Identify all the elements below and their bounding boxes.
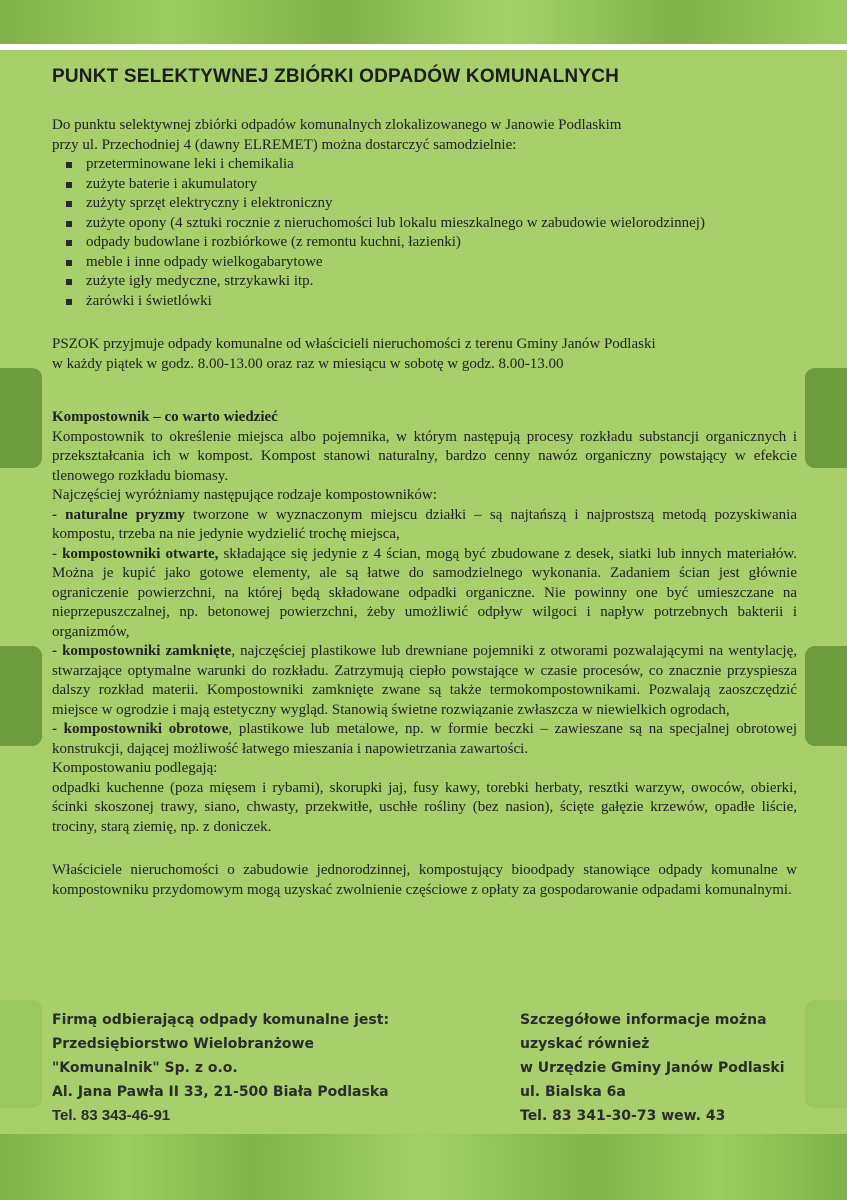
list-item: żarówki i świetlówki [64, 292, 797, 312]
right-side-tab [805, 368, 847, 468]
compost-type-closed [52, 642, 797, 720]
compost-type-natural [52, 506, 797, 545]
compost-type-label: - kompostowniki otwarte, [52, 545, 219, 562]
compost-type-text: , plastikowe lub metalowe, np. w formie beczki – zawieszane są na specjalnej obrotowej konstrukcji, dającej możliwość łatwego mieszania i napowietrzania zawartości. [52, 721, 797, 757]
left-side-tab [0, 1000, 42, 1108]
contractor-line: "Komunalnik" Sp. z o.o. [52, 1060, 238, 1076]
top-divider [0, 44, 847, 50]
closing-paragraph: Właściciele nieruchomości o zabudowie jednorodzinnej, kompostujący bioodpady stanowiące odpady komunalne w kompostowniku przydomowym mogą uzyskać zwolnienie częściowe z opłaty za gospodarowanie odpadami komunalnymi. [52, 862, 797, 898]
intro-line: przy ul. Przechodniej 4 (dawny ELREMET) można dostarczyć samodzielnie: [52, 136, 517, 153]
compost-paragraph: odpadki kuchenne (poza mięsem i rybami), skorupki jaj, fusy kawy, torebki herbaty, resztki warzyw, owoców, obierki, ścinki skoszonej trawy, siano, chwasty, przekwitłe, uschłe rośliny (bez nasion), ścięte gałęzie krzewów, opadłe liście, trociny, starą ziemię, np. z doniczek. [52, 779, 797, 835]
list-item: odpady budowlane i rozbiórkowe (z remontu kuchni, łazienki) [64, 233, 797, 253]
office-info [520, 1008, 820, 1128]
compost-paragraph: Kompostownik to określenie miejsca albo pojemnika, w którym następują procesy rozkładu substancji organicznych i przekształcania ich w kompost. Kompost stanowi naturalny, bardzo cenny nawóz organiczny powstający w efekcie tlenowego rozkładu biomasy. [52, 428, 797, 484]
page-title: PUNKT SELEKTYWNEJ ZBIÓRKI ODPADÓW KOMUNALNYCH [52, 66, 620, 87]
compost-type-rotating [52, 720, 797, 759]
office-phone: Tel. 83 341-30-73 wew. 43 [520, 1108, 726, 1124]
document-body [52, 66, 797, 900]
list-item: zużyte opony (4 sztuki rocznie z nieruchomości lub lokalu mieszkalnego w zabudowie wielorodzinnej) [64, 214, 797, 234]
contractor-info [52, 1008, 502, 1128]
compost-type-label: - kompostowniki obrotowe [52, 721, 229, 737]
compost-type-open [52, 545, 797, 643]
intro-line: Do punktu selektywnej zbiórki odpadów komunalnych zlokalizowanego w Janowie Podlaskim [52, 117, 622, 133]
compost-paragraph: Najczęściej wyróżniamy następujące rodzaje kompostowników: [52, 487, 437, 503]
office-line: Szczegółowe informacje można [520, 1012, 767, 1028]
compost-type-text: tworzone w wyznaczonym miejscu działki – są najtańszą i najprostszą metodą pozyskiwania kompostu, trzeba na nie jedynie wydzielić trochę miejsca, [52, 506, 797, 542]
office-line: uzyskać również [520, 1036, 650, 1052]
list-item: zużyte baterie i akumulatory [64, 175, 797, 195]
opening-hours-line: w każdy piątek w godz. 8.00-13.00 oraz raz w miesiącu w sobotę w godz. 8.00-13.00 [52, 355, 564, 372]
list-item: zużyty sprzęt elektryczny i elektroniczny [64, 194, 797, 214]
office-line: ul. Bialska 6a [520, 1084, 626, 1100]
compost-type-text: składające się jedynie z 4 ścian, mogą być zbudowane z desek, siatki lub innych materiałów. Można je kupić jako gotowe elementy, ale są łatwe do samodzielnego wykonania. Zadaniem ścian jest głównie ograniczenie powierzchni, na której będą składowane odpadki organiczne. Nie powinny one być umieszczane na nieprzepuszczalnej, np. betonowej powierzchni, żeby umożliwić odpływ wilgoci i napływ potrzebnych bakterii i organizmów, [52, 545, 797, 640]
compost-heading-text: Kompostownik – co warto wiedzieć [52, 409, 278, 425]
top-decorative-band [0, 0, 847, 44]
bottom-decorative-band [0, 1134, 847, 1200]
opening-hours-line: PSZOK przyjmuje odpady komunalne od właścicieli nieruchomości z terenu Gminy Janów Podlaski [52, 336, 656, 352]
accepted-waste-list [64, 155, 797, 311]
list-item: zużyte igły medyczne, strzykawki itp. [64, 272, 797, 292]
contractor-line: Al. Jana Pawła II 33, 21-500 Biała Podlaska [52, 1084, 389, 1100]
contractor-phone: Tel. 83 343-46-91 [52, 1107, 171, 1124]
compost-type-label: - kompostowniki zamknięte [52, 643, 232, 659]
contractor-line: Przedsiębiorstwo Wielobranżowe [52, 1036, 314, 1052]
compost-type-label: - naturalne pryzmy [52, 506, 185, 523]
list-item: przeterminowane leki i chemikalia [64, 155, 797, 175]
left-side-tab [0, 646, 42, 746]
left-side-tab [0, 368, 42, 468]
compost-type-text: , najczęściej plastikowe lub drewniane pojemniki z otworami pozwalającymi na wentylację, stwarzające optymalne warunki do rozkładu. Zatrzymują ciepło powstające w czasie procesów, co znacznie przyspiesza dalszy rozkład materii. Kompostowniki zamknięte zwane są także termokompostownikami. Pozwalają zaoszczędzić miejsce w ogrodzie i mają estetyczny wygląd. Stanowią świetne rozwiązanie zwłaszcza w niewielkich ogrodach, [52, 643, 797, 718]
contractor-line: Firmą odbierającą odpady komunalne jest: [52, 1012, 390, 1028]
compost-paragraph: Kompostowaniu podlegają: [52, 760, 218, 776]
compost-heading [52, 408, 797, 428]
list-item: meble i inne odpady wielkogabarytowe [64, 253, 797, 273]
office-line: w Urzędzie Gminy Janów Podlaski [520, 1060, 785, 1076]
right-side-tab [805, 646, 847, 746]
